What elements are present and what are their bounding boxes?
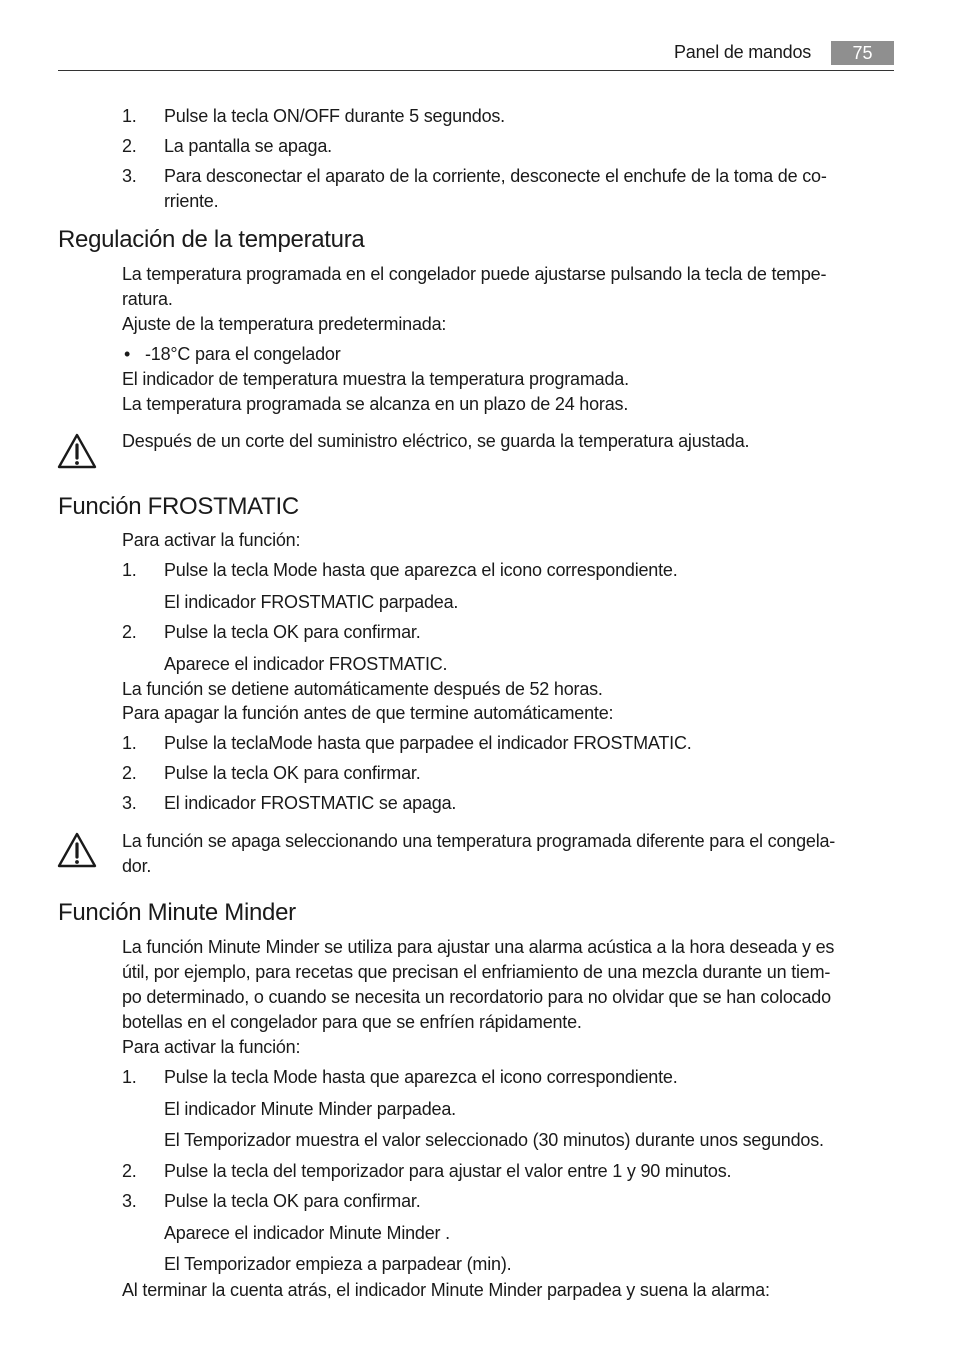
paragraph-line: Para activar la función: [122, 530, 301, 550]
warning-text: La función se apaga seleccionando una temperatura programada diferente para el congela- [122, 831, 836, 851]
step-result: El indicador Minute Minder parpadea. [164, 1099, 456, 1119]
step-text: Pulse la tecla Mode hasta que aparezca el icono correspondiente. [164, 560, 678, 580]
warning-text: Después de un corte del suministro eléctrico, se guarda la temperatura ajustada. [122, 431, 750, 451]
paragraph-line: útil, por ejemplo, para recetas que precisan el enfriamiento de una mezcla durante un tiem- [122, 962, 831, 982]
header-rule [58, 70, 894, 71]
step-text: Pulse la tecla del temporizador para ajustar el valor entre 1 y 90 minutos. [164, 1161, 732, 1181]
paragraph-line: ratura. [122, 289, 173, 309]
paragraph-line: El indicador de temperatura muestra la temperatura programada. [122, 369, 629, 389]
step-text: Para desconectar el aparato de la corriente, desconecte el enchufe de la toma de co- [164, 166, 827, 186]
paragraph-line: La temperatura programada se alcanza en un plazo de 24 horas. [122, 394, 629, 414]
paragraph-line: Al terminar la cuenta atrás, el indicador Minute Minder parpadea y suena la alarma: [122, 1280, 770, 1300]
paragraph-line: La función se detiene automáticamente después de 52 horas. [122, 679, 603, 699]
step-text: Pulse la tecla Mode hasta que aparezca el icono correspondiente. [164, 1067, 678, 1087]
step-text: Pulse la teclaMode hasta que parpadee el indicador FROSTMATIC. [164, 733, 692, 753]
step-number: 1. [122, 1067, 137, 1087]
step-text: Pulse la tecla ON/OFF durante 5 segundos. [164, 106, 505, 126]
section-heading-minute-minder: Función Minute Minder [58, 899, 296, 926]
warning-icon [57, 433, 97, 469]
paragraph-line: po determinado, o cuando se necesita un recordatorio para no olvidar que se han colocado [122, 987, 831, 1007]
step-result: El Temporizador muestra el valor seleccionado (30 minutos) durante unos segundos. [164, 1130, 824, 1150]
step-result: El Temporizador empieza a parpadear (min). [164, 1254, 512, 1274]
section-heading-frostmatic: Función FROSTMATIC [58, 493, 299, 520]
paragraph-line: botellas en el congelador para que se enfríen rápidamente. [122, 1012, 582, 1032]
step-number: 2. [122, 763, 137, 783]
step-number: 3. [122, 793, 137, 813]
bullet-text: -18°C para el congelador [145, 344, 341, 364]
warning-icon [57, 832, 97, 868]
step-number: 1. [122, 106, 137, 126]
bullet-marker: • [124, 344, 131, 364]
header-section-title: Panel de mandos [674, 42, 812, 62]
step-result: El indicador FROSTMATIC parpadea. [164, 592, 459, 612]
step-text: El indicador FROSTMATIC se apaga. [164, 793, 457, 813]
step-text: Pulse la tecla OK para confirmar. [164, 1191, 421, 1211]
section-heading-temperature: Regulación de la temperatura [58, 226, 365, 253]
step-number: 2. [122, 622, 137, 642]
step-number: 2. [122, 136, 137, 156]
warning-text-continued: dor. [122, 856, 152, 876]
step-number: 3. [122, 1191, 137, 1211]
step-number: 3. [122, 166, 137, 186]
step-result: Aparece el indicador Minute Minder . [164, 1223, 450, 1243]
page-number-badge: 75 [831, 41, 894, 65]
paragraph-line: Para apagar la función antes de que termine automáticamente: [122, 703, 614, 723]
step-text: Pulse la tecla OK para confirmar. [164, 763, 421, 783]
step-number: 1. [122, 733, 137, 753]
step-number: 2. [122, 1161, 137, 1181]
paragraph-line: Para activar la función: [122, 1037, 301, 1057]
step-text-continued: rriente. [164, 191, 219, 211]
paragraph-line: La temperatura programada en el congelador puede ajustarse pulsando la tecla de tempe- [122, 264, 827, 284]
paragraph-line: La función Minute Minder se utiliza para ajustar una alarma acústica a la hora deseada y es [122, 937, 835, 957]
step-result: Aparece el indicador FROSTMATIC. [164, 654, 448, 674]
paragraph-line: Ajuste de la temperatura predeterminada: [122, 314, 447, 334]
step-text: Pulse la tecla OK para confirmar. [164, 622, 421, 642]
step-number: 1. [122, 560, 137, 580]
step-text: La pantalla se apaga. [164, 136, 332, 156]
